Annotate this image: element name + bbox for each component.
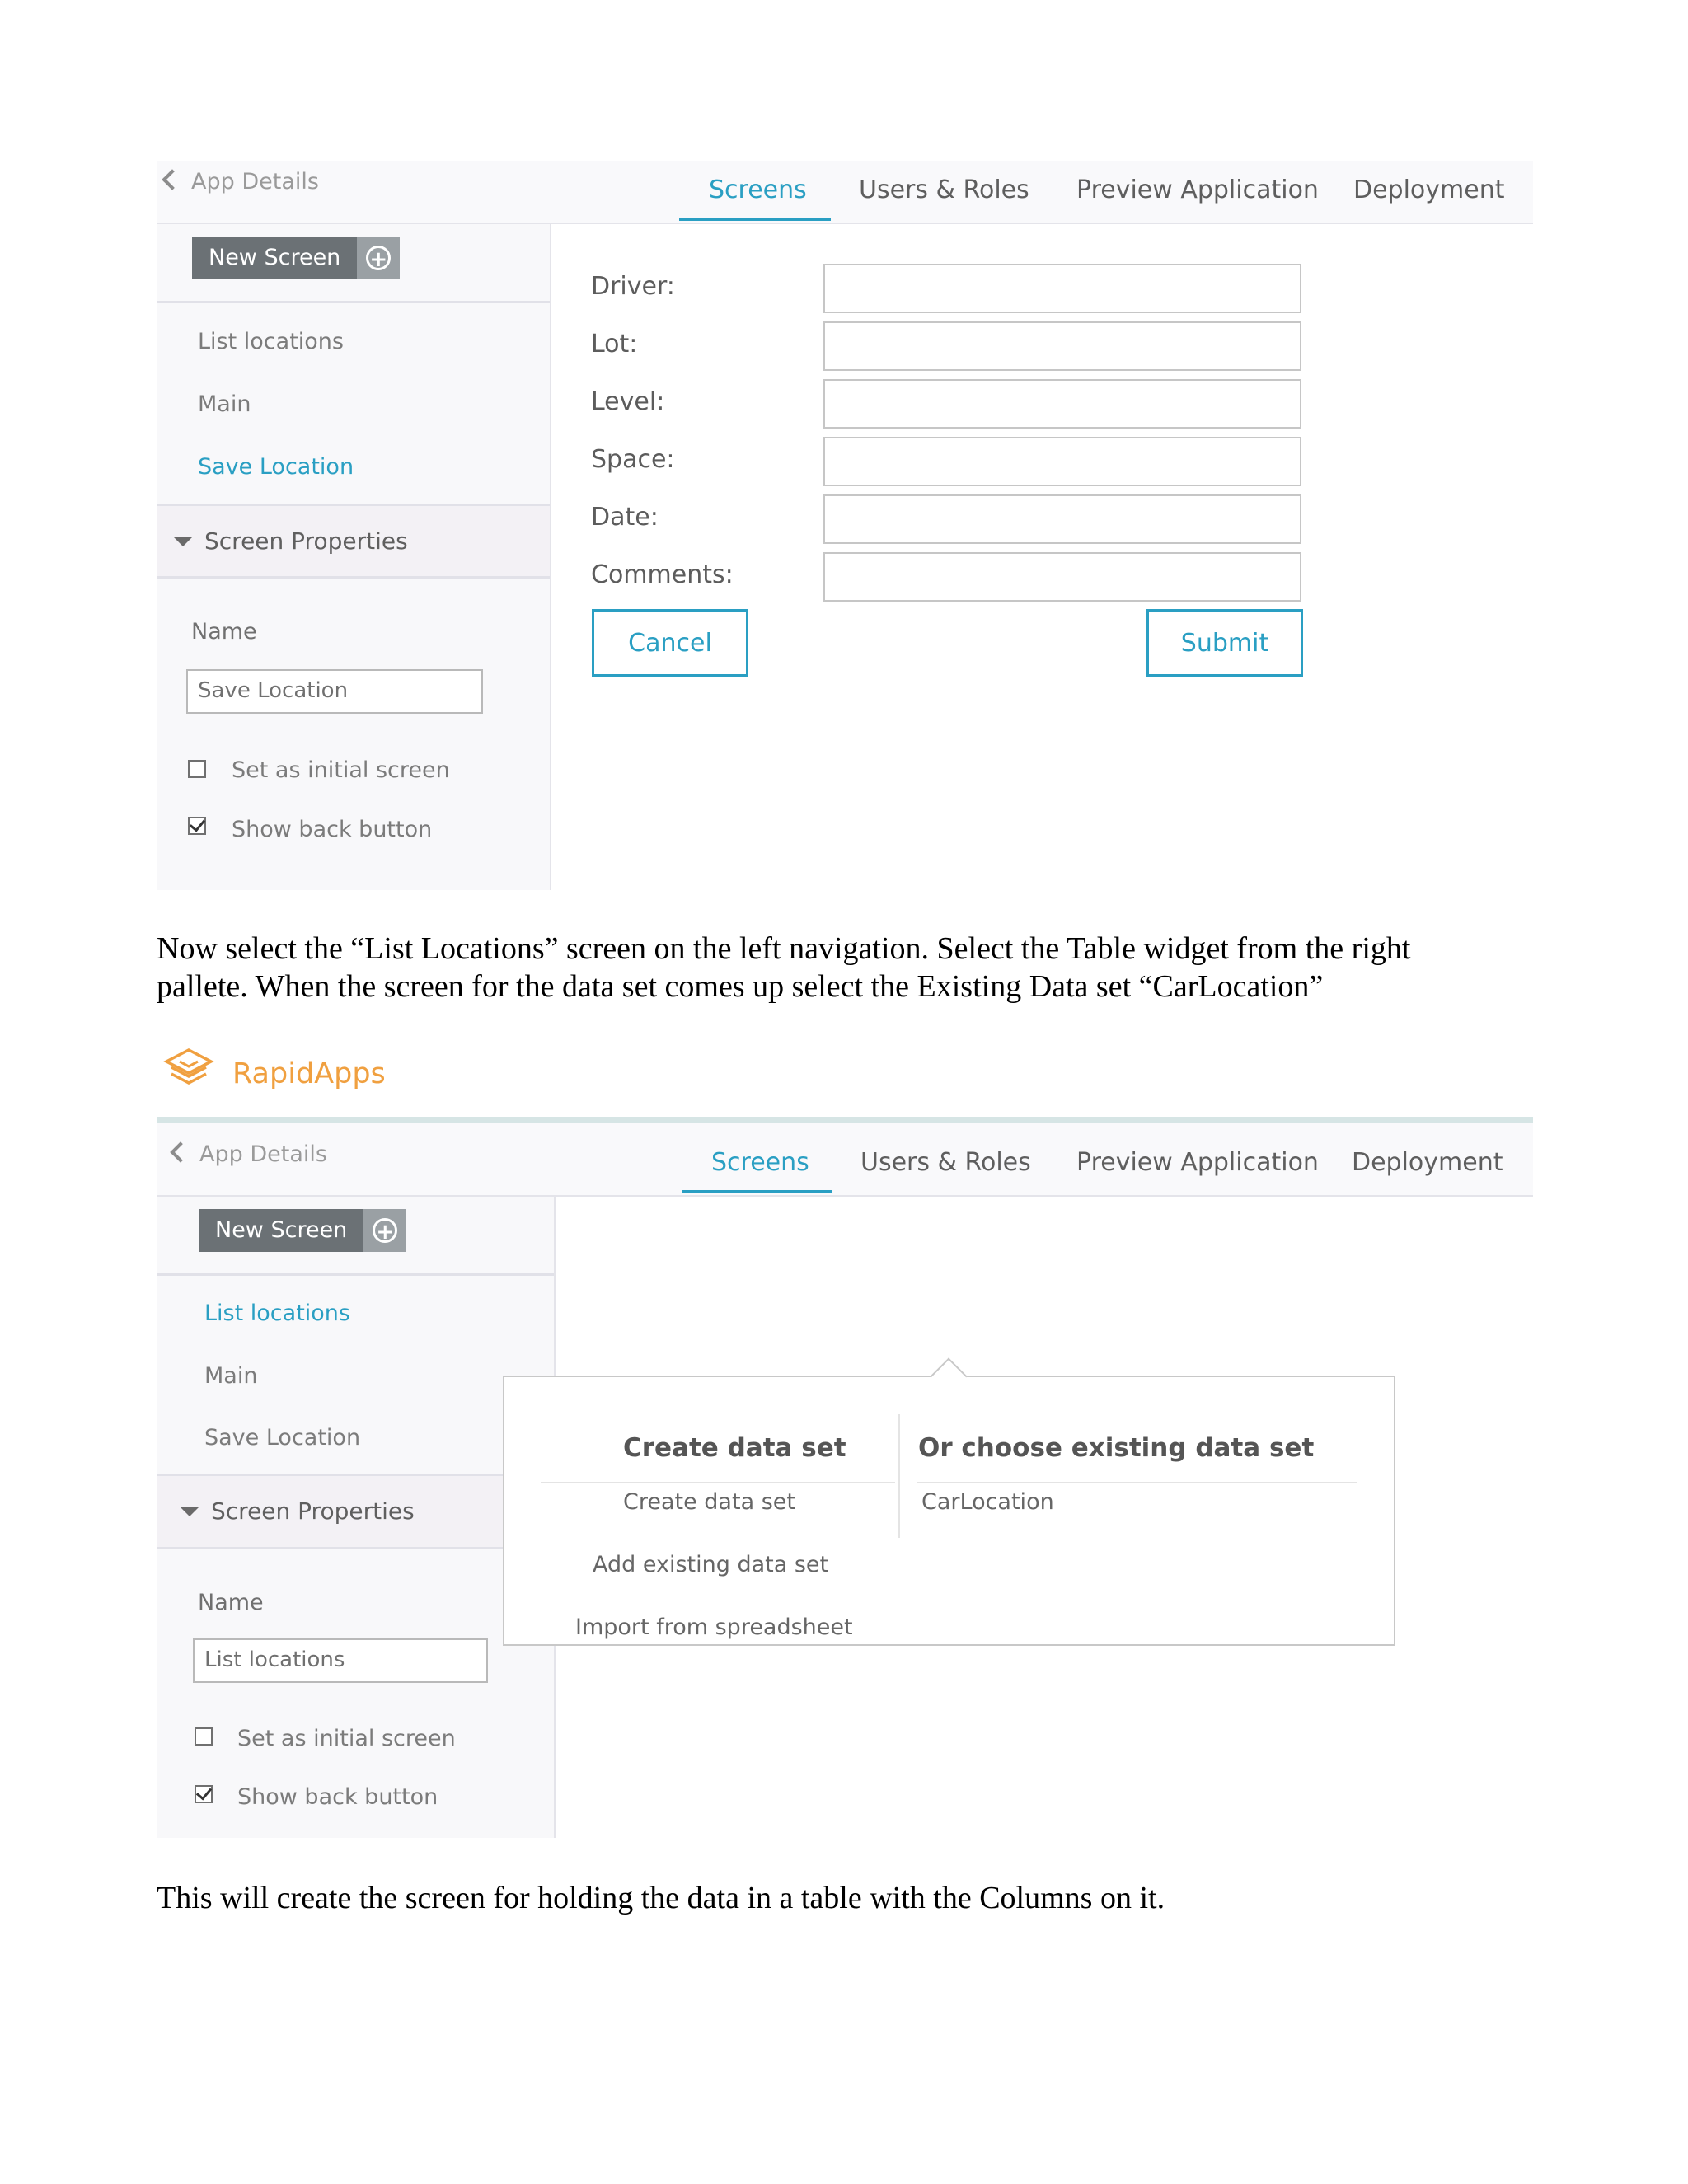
show-back-label-2: Show back button bbox=[237, 1784, 438, 1810]
submit-button[interactable]: Submit bbox=[1146, 609, 1303, 677]
sidebar-item-main-2[interactable]: Main bbox=[204, 1363, 258, 1389]
caret-down-icon bbox=[173, 537, 193, 546]
screen-properties-header-2[interactable] bbox=[157, 1474, 554, 1549]
tab-preview-application[interactable]: Preview Application bbox=[1076, 176, 1319, 204]
show-back-checkbox[interactable] bbox=[188, 817, 206, 835]
tab-users-roles[interactable]: Users & Roles bbox=[859, 176, 1029, 204]
chevron-left-icon bbox=[170, 1141, 190, 1162]
column-divider bbox=[898, 1414, 900, 1538]
back-link[interactable] bbox=[165, 169, 319, 194]
active-tab-indicator-2 bbox=[682, 1190, 832, 1193]
show-back-checkbox-2[interactable] bbox=[195, 1785, 213, 1803]
existing-data-set-heading: Or choose existing data set bbox=[918, 1433, 1315, 1463]
driver-label: Driver: bbox=[591, 272, 675, 301]
plus-circle-icon: + bbox=[357, 237, 400, 279]
new-screen-label: New Screen bbox=[192, 237, 357, 279]
create-data-set-heading: Create data set bbox=[623, 1433, 846, 1463]
divider bbox=[157, 301, 550, 303]
tab-users-roles-2[interactable]: Users & Roles bbox=[860, 1148, 1031, 1177]
add-existing-data-set-option[interactable]: Add existing data set bbox=[593, 1552, 829, 1577]
screen-properties-title: Screen Properties bbox=[204, 527, 408, 555]
brand-bar bbox=[157, 1117, 1533, 1123]
paragraph-line-2: pallete. When the screen for the data set comes up select the Existing Data set “CarLocation” bbox=[157, 969, 1324, 1004]
import-from-spreadsheet-option[interactable]: Import from spreadsheet bbox=[575, 1615, 853, 1640]
chevron-left-icon bbox=[162, 169, 182, 190]
plus-circle-icon: + bbox=[363, 1209, 406, 1252]
comments-input[interactable] bbox=[823, 552, 1301, 602]
name-label: Name bbox=[191, 619, 257, 644]
caret-down-icon bbox=[180, 1507, 199, 1516]
date-label: Date: bbox=[591, 503, 659, 532]
screen-name-input[interactable]: Save Location bbox=[186, 669, 483, 714]
initial-screen-checkbox-2[interactable] bbox=[195, 1727, 213, 1746]
tab-preview-application-2[interactable]: Preview Application bbox=[1076, 1148, 1319, 1177]
level-input[interactable] bbox=[823, 379, 1301, 429]
divider-2 bbox=[157, 1273, 554, 1276]
tab-deployment[interactable]: Deployment bbox=[1353, 176, 1505, 204]
instruction-paragraph bbox=[157, 930, 1558, 1005]
sidebar-item-save-location-2[interactable]: Save Location bbox=[204, 1425, 361, 1451]
brand-name: RapidApps bbox=[232, 1057, 386, 1090]
level-label: Level: bbox=[591, 387, 665, 416]
data-set-popup bbox=[503, 1376, 1395, 1646]
screen-properties-header[interactable] bbox=[157, 504, 550, 579]
tab-screens-2[interactable]: Screens bbox=[711, 1148, 809, 1177]
initial-screen-label: Set as initial screen bbox=[232, 757, 450, 783]
space-input[interactable] bbox=[823, 437, 1301, 486]
initial-screen-label-2: Set as initial screen bbox=[237, 1726, 456, 1751]
tab-deployment-2[interactable]: Deployment bbox=[1352, 1148, 1503, 1177]
popup-pointer bbox=[930, 1357, 967, 1394]
driver-input[interactable] bbox=[823, 264, 1301, 313]
active-tab-indicator bbox=[679, 218, 831, 221]
back-link-label: App Details bbox=[191, 169, 319, 194]
back-link-2[interactable] bbox=[173, 1141, 327, 1167]
paragraph-line-1: Now select the “List Locations” screen on the left navigation. Select the Table widget from the right bbox=[157, 931, 1411, 966]
sidebar-item-main[interactable]: Main bbox=[198, 391, 251, 417]
lot-label: Lot: bbox=[591, 330, 638, 359]
rapidapps-logo-icon bbox=[163, 1047, 214, 1096]
comments-label: Comments: bbox=[591, 560, 734, 589]
new-screen-label-2: New Screen bbox=[199, 1209, 363, 1252]
top-nav-bar-2 bbox=[157, 1123, 1533, 1197]
sidebar-item-save-location[interactable]: Save Location bbox=[198, 454, 354, 480]
name-label-2: Name bbox=[198, 1590, 264, 1615]
date-input[interactable] bbox=[823, 494, 1301, 544]
show-back-label: Show back button bbox=[232, 817, 433, 842]
lot-input[interactable] bbox=[823, 321, 1301, 371]
divider bbox=[541, 1482, 895, 1483]
initial-screen-checkbox[interactable] bbox=[188, 760, 206, 778]
sidebar-item-list-locations[interactable]: List locations bbox=[198, 329, 344, 354]
cancel-button[interactable]: Cancel bbox=[592, 609, 748, 677]
closing-paragraph: This will create the screen for holding the data in a table with the Columns on it. bbox=[157, 1881, 1165, 1915]
screen-properties-title-2: Screen Properties bbox=[211, 1497, 415, 1525]
back-link-label-2: App Details bbox=[199, 1141, 327, 1167]
top-nav-bar bbox=[157, 161, 1533, 224]
new-screen-button-2[interactable] bbox=[199, 1209, 406, 1252]
space-label: Space: bbox=[591, 445, 675, 474]
tab-screens[interactable]: Screens bbox=[709, 176, 807, 204]
carlocation-option[interactable]: CarLocation bbox=[921, 1489, 1054, 1515]
screen-name-input-2[interactable]: List locations bbox=[193, 1638, 488, 1683]
divider bbox=[917, 1482, 1357, 1483]
create-data-set-option[interactable]: Create data set bbox=[623, 1489, 795, 1515]
sidebar-item-list-locations-2[interactable]: List locations bbox=[204, 1301, 350, 1326]
new-screen-button[interactable] bbox=[192, 237, 400, 279]
